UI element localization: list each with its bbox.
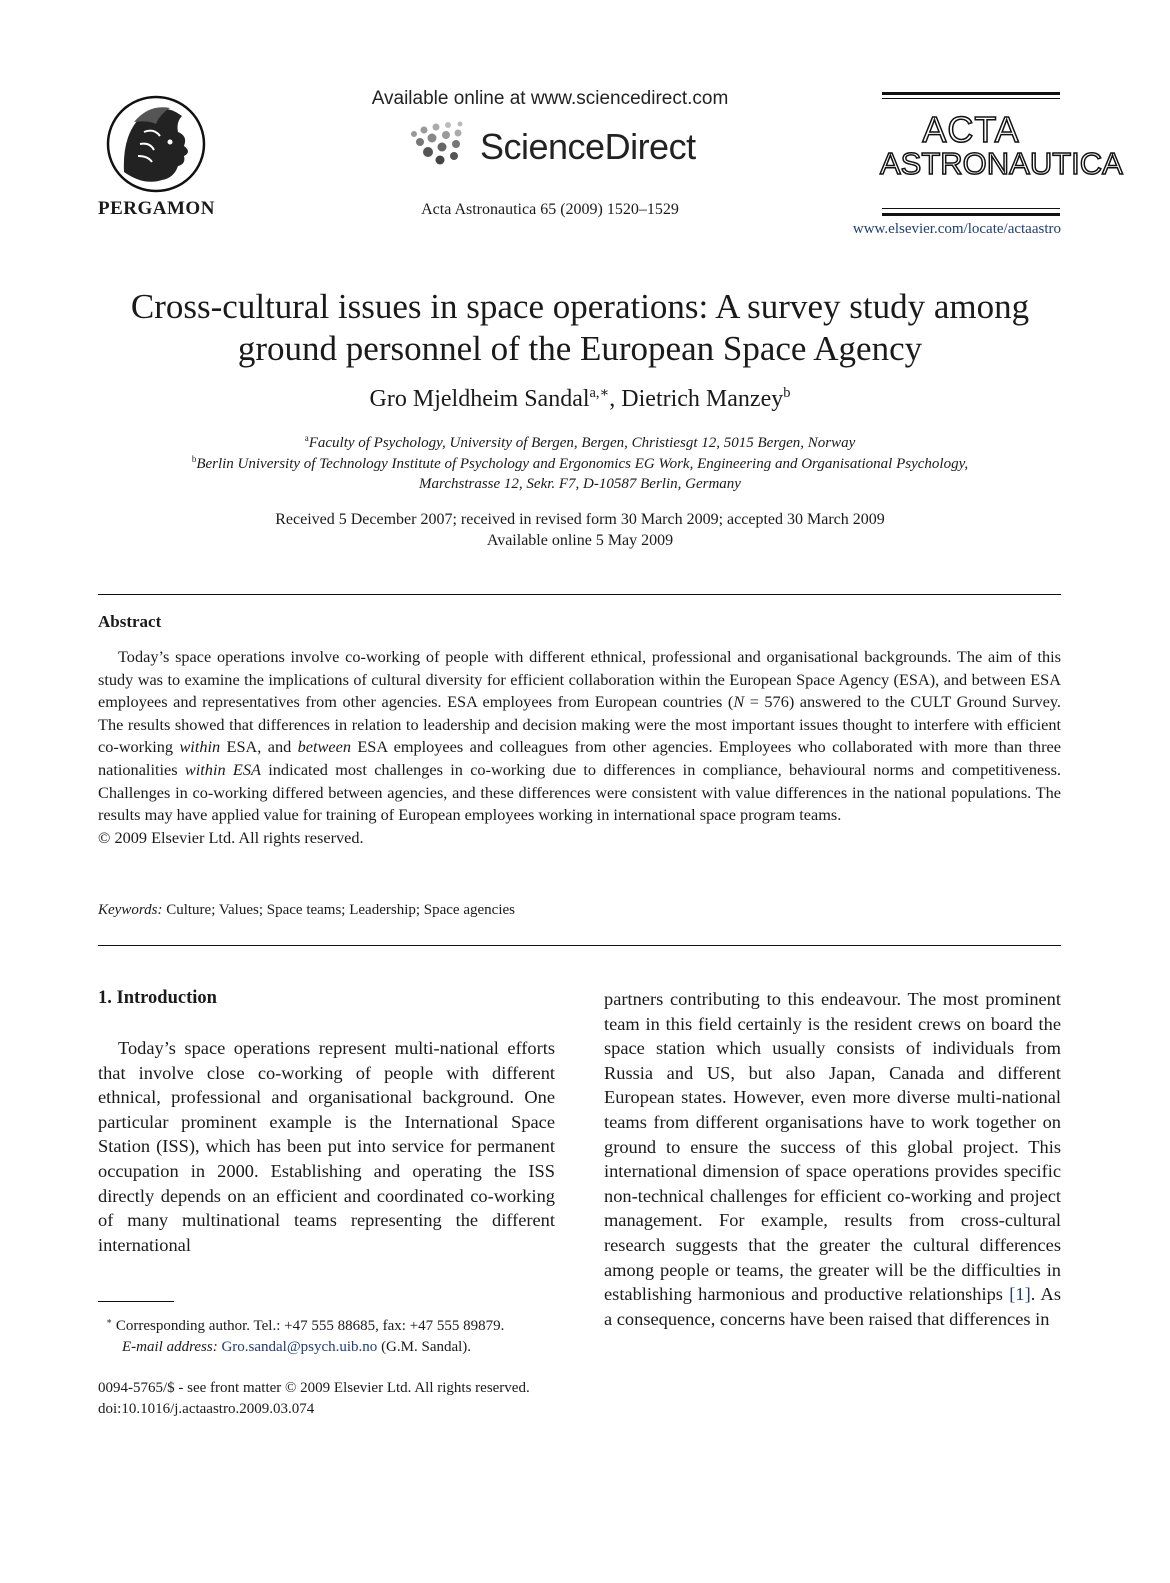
affiliation-b <box>100 454 1060 494</box>
abstract-variable: N <box>733 692 745 712</box>
affiliation-a <box>100 433 1060 453</box>
title-line2: ground personnel of the European Space Agency <box>237 329 923 368</box>
dots-swoosh-icon <box>406 116 478 166</box>
affiliation-text: Marchstrasse 12, Sekr. F7, D-10587 Berlin, Germany <box>419 476 741 492</box>
journal-logo-line2: ASTRONAUTICA <box>880 146 1123 181</box>
paragraph-text: . As a consequence, concerns have been raised that differences in <box>604 1284 1061 1329</box>
abstract-emphasis: within <box>179 737 221 757</box>
abstract-text: Today’s space operations involve co-working of people with different ethnical, professional and organisational backgrounds. The aim of this study was to examine the implications of cultural diversity for efficient collaboration within the European Space Agency (ESA), and between ESA employees and representatives from other agencies. ESA employees from European countries ( <box>98 647 1061 712</box>
affiliation-text: Berlin University of Technology Institute of Psychology and Ergonomics EG Work, Engineering and Organisational Psychology, <box>196 456 969 472</box>
article-dates <box>100 509 1060 551</box>
front-matter <box>98 1378 598 1420</box>
journal-logo-line1: ACTA <box>922 109 1020 150</box>
copyright-line: © 2009 Elsevier Ltd. All rights reserved. <box>98 827 364 847</box>
footnote-text: Corresponding author. Tel.: +47 555 88685, fax: +47 555 89879. <box>115 1318 505 1334</box>
journal-reference: Acta Astronautica 65 (2009) 1520–1529 <box>421 201 679 218</box>
athena-head-icon <box>104 92 214 202</box>
author-name: Gro Mjeldheim Sandal <box>369 386 590 412</box>
abstract-emphasis: between <box>297 737 351 757</box>
left-column-text <box>98 1036 555 1257</box>
received-dates: Received 5 December 2007; received in revised form 30 March 2009; accepted 30 March 2009 <box>275 511 885 528</box>
sciencedirect-logo-text[interactable]: ScienceDirect <box>480 126 696 167</box>
footnote <box>98 1316 568 1358</box>
journal-url-link[interactable]: www.elsevier.com/locate/actaastro <box>852 221 1061 237</box>
doi-line[interactable]: doi:10.1016/j.actaastro.2009.03.074 <box>98 1401 315 1417</box>
divider <box>882 208 1060 209</box>
author-marks: a,∗ <box>589 385 610 401</box>
paper-title <box>100 286 1060 370</box>
abstract-text: indicated most challenges in co-working due to differences in compliance, behavioural norms and competitiveness. Challenges in co-working differed between agencies, and these differences were consistent with value differences in the national populations. The results may have applied value for training of European employees working in international space program teams. <box>98 759 1062 825</box>
author-separator: , <box>609 386 622 412</box>
abstract-body <box>98 646 1061 849</box>
author-name: Dietrich Manzey <box>621 386 784 412</box>
abstract-text: ESA employees and colleagues from other agencies. Employees who collaborated with more than three nationalities <box>98 737 1062 779</box>
email-label: E-mail address: <box>122 1339 218 1355</box>
affiliation-text: Faculty of Psychology, University of Bergen, Bergen, Christiesgt 12, 5015 Bergen, Norway <box>308 435 856 451</box>
abstract-heading: Abstract <box>98 612 162 631</box>
author-list <box>100 386 1060 413</box>
section-heading: 1. Introduction <box>98 988 217 1008</box>
citation-link[interactable]: [1] <box>1009 1284 1031 1305</box>
title-line1: Cross-cultural issues in space operations: A survey study among <box>130 287 1030 326</box>
paragraph-text: partners contributing to this endeavour. The most prominent team in this field certainly is the resident crews on board the space station which usually consists of individuals from Russia and US, but also Japan, Canada and different European states. However, even more diverse multi-national teams from different organisations have to work together on ground to ensure the success of this global project. This international dimension of space operations provides specific non-technical challenges for efficient co-working and project management. For example, results from cross-cultural research suggests that the greater the cultural differences among people or teams, the greater will be the difficulties in establishing harmonious and productive relationships <box>604 989 1061 1305</box>
right-column-text <box>604 987 1061 1331</box>
divider <box>882 213 1060 216</box>
abstract-emphasis: within ESA <box>184 759 261 779</box>
abstract-text: ESA, and <box>220 737 298 757</box>
divider <box>882 92 1060 95</box>
email-suffix: (G.M. Sandal). <box>377 1339 472 1355</box>
author-marks: b <box>783 385 791 401</box>
abstract-text: = 576) answered to the CULT Ground Survey. The results showed that differences in relation to leadership and decision making were the most important issues thought to interfere with efficient co-working <box>98 692 1061 757</box>
footnote-mark: ∗ <box>106 1316 113 1326</box>
divider <box>98 594 1061 595</box>
issn-line: 0094-5765/$ - see front matter © 2009 Elsevier Ltd. All rights reserved. <box>98 1380 530 1396</box>
keywords-label: Keywords: <box>98 902 163 918</box>
divider <box>882 98 1060 99</box>
paragraph-text: Today’s space operations represent multi-national efforts that involve close co-working of people with different ethnical, professional and organisational background. One particular prominent example is the International Space Station (ISS), which has been put into service for permanent occupation in 2000. Establishing and operating the ISS directly depends on an efficient and coordinated co-working of many multinational teams representing the different international <box>98 1038 555 1255</box>
divider <box>98 945 1061 946</box>
online-date: Available online 5 May 2009 <box>486 532 674 549</box>
available-online-text[interactable]: Available online at www.sciencedirect.com <box>371 88 729 109</box>
publisher-name: PERGAMON <box>98 198 215 219</box>
keywords <box>98 902 515 919</box>
footnote-divider <box>98 1301 174 1302</box>
keywords-list: Culture; Values; Space teams; Leadership; Space agencies <box>162 902 515 918</box>
affiliation-mark: a <box>304 433 309 443</box>
email-link[interactable]: Gro.sandal@psych.uib.no <box>221 1339 378 1355</box>
journal-logo <box>880 109 1123 181</box>
affiliation-mark: b <box>191 454 197 464</box>
